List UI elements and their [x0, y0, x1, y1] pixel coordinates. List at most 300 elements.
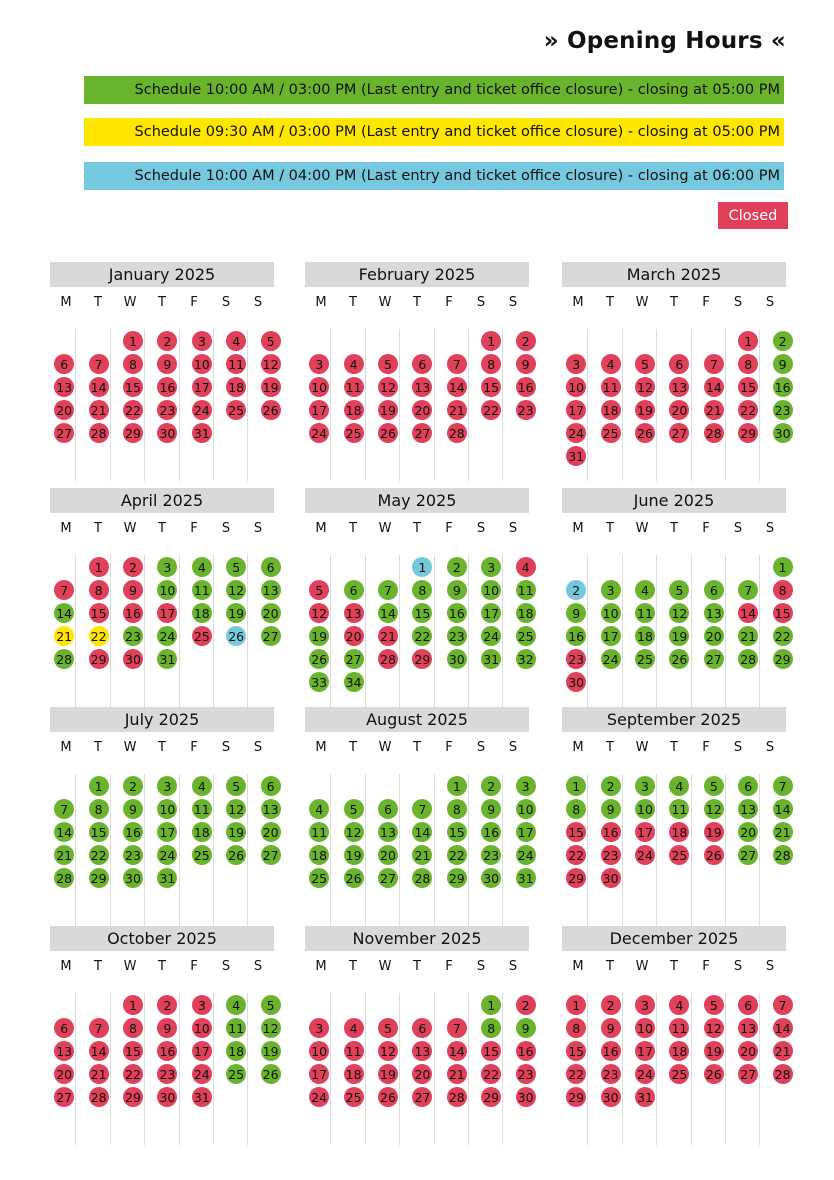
day-marker: 7: [378, 580, 398, 600]
day-marker: 16: [123, 822, 143, 842]
day-marker: 7: [54, 799, 74, 819]
day-marker: 22: [123, 1064, 143, 1084]
day-marker: 19: [378, 1064, 398, 1084]
column-divider: [656, 774, 657, 926]
day-marker: 23: [566, 649, 586, 669]
day-marker: 25: [309, 868, 329, 888]
weekday-label: S: [221, 740, 231, 755]
day-marker: 3: [635, 995, 655, 1015]
day-marker: 13: [669, 377, 689, 397]
day-marker: 20: [344, 626, 364, 646]
weekday-label: F: [702, 521, 710, 536]
day-marker: 19: [344, 845, 364, 865]
day-marker: 5: [261, 331, 281, 351]
day-marker: 14: [54, 603, 74, 623]
day-marker: 26: [261, 1064, 281, 1084]
day-marker: 6: [54, 1018, 74, 1038]
month-calendar: [50, 488, 279, 707]
weekday-label: W: [378, 959, 392, 974]
weekday-label: M: [572, 521, 584, 536]
day-marker: 8: [738, 354, 758, 374]
weekday-label: W: [123, 959, 137, 974]
weekday-label: T: [670, 521, 678, 536]
day-marker: 18: [669, 822, 689, 842]
column-divider: [656, 555, 657, 707]
day-marker: 12: [309, 603, 329, 623]
day-marker: 6: [704, 580, 724, 600]
day-marker: 24: [566, 423, 586, 443]
weekday-label: S: [733, 521, 743, 536]
column-divider: [622, 774, 623, 926]
day-marker: 12: [704, 799, 724, 819]
day-marker: 11: [635, 603, 655, 623]
day-marker: 24: [601, 649, 621, 669]
column-divider: [213, 774, 214, 926]
weekday-label: S: [765, 295, 775, 310]
day-marker: 12: [344, 822, 364, 842]
day-marker: 19: [635, 400, 655, 420]
weekday-label: S: [221, 295, 231, 310]
weekday-label: T: [606, 740, 614, 755]
day-marker: 11: [226, 1018, 246, 1038]
column-divider: [247, 329, 248, 481]
day-marker: 25: [226, 1064, 246, 1084]
day-marker: 21: [773, 1041, 793, 1061]
day-marker: 9: [481, 799, 501, 819]
day-marker: 34: [344, 672, 364, 692]
day-marker: 23: [773, 400, 793, 420]
day-marker: 17: [192, 377, 212, 397]
day-marker: 12: [635, 377, 655, 397]
day-marker: 29: [89, 649, 109, 669]
column-divider: [144, 329, 145, 481]
day-marker: 8: [89, 799, 109, 819]
day-marker: 29: [481, 1087, 501, 1107]
day-marker: 26: [378, 423, 398, 443]
day-marker: 27: [412, 423, 432, 443]
day-marker: 15: [481, 1041, 501, 1061]
day-marker: 21: [738, 626, 758, 646]
weekday-label: S: [733, 959, 743, 974]
day-marker: 25: [635, 649, 655, 669]
day-marker: 18: [601, 400, 621, 420]
column-divider: [502, 329, 503, 481]
day-marker: 11: [669, 799, 689, 819]
column-divider: [399, 993, 400, 1145]
day-marker: 18: [344, 400, 364, 420]
day-marker: 12: [378, 377, 398, 397]
day-marker: 12: [226, 799, 246, 819]
day-grid: [50, 776, 279, 926]
day-marker: 8: [412, 580, 432, 600]
day-grid: [562, 995, 791, 1145]
day-marker: 26: [635, 423, 655, 443]
column-divider: [759, 329, 760, 481]
day-marker: 28: [773, 845, 793, 865]
day-marker: 6: [738, 776, 758, 796]
day-marker: 13: [261, 580, 281, 600]
column-divider: [691, 329, 692, 481]
day-marker: 28: [447, 423, 467, 443]
day-marker: 2: [773, 331, 793, 351]
day-marker: 30: [123, 649, 143, 669]
weekday-header: [305, 959, 529, 975]
month-title: July 2025: [50, 707, 274, 732]
column-divider: [622, 993, 623, 1145]
day-marker: 1: [566, 995, 586, 1015]
weekday-label: W: [378, 295, 392, 310]
day-marker: 27: [738, 845, 758, 865]
day-marker: 16: [773, 377, 793, 397]
day-marker: 5: [635, 354, 655, 374]
weekday-label: S: [476, 959, 486, 974]
day-marker: 15: [773, 603, 793, 623]
day-marker: 17: [192, 1041, 212, 1061]
day-marker: 17: [635, 822, 655, 842]
day-marker: 7: [738, 580, 758, 600]
day-marker: 30: [773, 423, 793, 443]
day-marker: 6: [261, 776, 281, 796]
day-marker: 3: [601, 580, 621, 600]
day-grid: [562, 776, 791, 926]
day-marker: 14: [378, 603, 398, 623]
day-marker: 5: [261, 995, 281, 1015]
day-marker: 4: [226, 995, 246, 1015]
day-marker: 19: [226, 603, 246, 623]
column-divider: [365, 774, 366, 926]
day-marker: 7: [89, 354, 109, 374]
day-marker: 29: [773, 649, 793, 669]
day-marker: 1: [481, 331, 501, 351]
day-marker: 13: [412, 377, 432, 397]
day-marker: 28: [447, 1087, 467, 1107]
day-marker: 4: [192, 557, 212, 577]
month-title: April 2025: [50, 488, 274, 513]
day-marker: 3: [157, 557, 177, 577]
weekday-label: M: [315, 740, 327, 755]
day-marker: 25: [669, 845, 689, 865]
weekday-label: S: [476, 521, 486, 536]
month-calendar: [50, 262, 279, 481]
day-marker: 17: [635, 1041, 655, 1061]
day-marker: 22: [481, 1064, 501, 1084]
column-divider: [399, 774, 400, 926]
day-marker: 20: [54, 1064, 74, 1084]
day-marker: 17: [309, 1064, 329, 1084]
day-marker: 6: [344, 580, 364, 600]
day-marker: 28: [89, 423, 109, 443]
column-divider: [110, 329, 111, 481]
column-divider: [179, 329, 180, 481]
weekday-label: F: [445, 521, 453, 536]
day-marker: 1: [738, 331, 758, 351]
column-divider: [213, 993, 214, 1145]
weekday-label: M: [315, 295, 327, 310]
day-marker: 15: [89, 822, 109, 842]
column-divider: [434, 555, 435, 707]
weekday-label: M: [572, 740, 584, 755]
day-marker: 23: [481, 845, 501, 865]
day-marker: 10: [516, 799, 536, 819]
month-title: February 2025: [305, 262, 529, 287]
weekday-label: T: [670, 959, 678, 974]
day-marker: 8: [566, 1018, 586, 1038]
day-marker: 5: [378, 354, 398, 374]
day-marker: 13: [54, 1041, 74, 1061]
weekday-header: [305, 740, 529, 756]
legend-schedule-3: Schedule 10:00 AM / 04:00 PM (Last entry and ticket office closure) - closing at 06:00 PM: [84, 162, 784, 190]
weekday-label: S: [253, 295, 263, 310]
day-marker: 2: [447, 557, 467, 577]
day-marker: 14: [704, 377, 724, 397]
day-marker: 6: [378, 799, 398, 819]
day-marker: 22: [123, 400, 143, 420]
weekday-label: F: [702, 740, 710, 755]
weekday-label: T: [413, 521, 421, 536]
day-marker: 5: [669, 580, 689, 600]
weekday-label: F: [190, 295, 198, 310]
day-marker: 6: [738, 995, 758, 1015]
day-marker: 21: [412, 845, 432, 865]
day-marker: 11: [226, 354, 246, 374]
weekday-label: S: [765, 740, 775, 755]
weekday-label: T: [94, 740, 102, 755]
day-marker: 9: [601, 799, 621, 819]
day-marker: 26: [704, 1064, 724, 1084]
day-marker: 21: [89, 1064, 109, 1084]
day-marker: 15: [412, 603, 432, 623]
weekday-label: T: [670, 740, 678, 755]
day-marker: 4: [601, 354, 621, 374]
day-marker: 9: [123, 799, 143, 819]
day-marker: 2: [481, 776, 501, 796]
weekday-label: W: [378, 740, 392, 755]
day-marker: 11: [192, 799, 212, 819]
column-divider: [247, 774, 248, 926]
day-grid: [50, 331, 279, 481]
day-marker: 20: [738, 1041, 758, 1061]
day-marker: 19: [378, 400, 398, 420]
day-marker: 31: [157, 868, 177, 888]
day-marker: 9: [566, 603, 586, 623]
day-marker: 8: [123, 354, 143, 374]
day-marker: 9: [157, 1018, 177, 1038]
day-marker: 7: [704, 354, 724, 374]
column-divider: [725, 555, 726, 707]
column-divider: [110, 774, 111, 926]
column-divider: [399, 555, 400, 707]
column-divider: [330, 329, 331, 481]
day-marker: 16: [516, 377, 536, 397]
day-marker: 23: [123, 626, 143, 646]
day-marker: 28: [378, 649, 398, 669]
day-marker: 23: [157, 400, 177, 420]
column-divider: [144, 993, 145, 1145]
day-marker: 4: [344, 1018, 364, 1038]
weekday-label: T: [94, 521, 102, 536]
weekday-label: T: [94, 295, 102, 310]
column-divider: [434, 329, 435, 481]
day-marker: 6: [412, 1018, 432, 1038]
day-marker: 12: [261, 1018, 281, 1038]
day-marker: 23: [123, 845, 143, 865]
month-title: August 2025: [305, 707, 529, 732]
day-marker: 4: [635, 580, 655, 600]
day-grid: [305, 995, 534, 1145]
day-marker: 12: [704, 1018, 724, 1038]
column-divider: [691, 555, 692, 707]
day-marker: 29: [89, 868, 109, 888]
day-marker: 8: [566, 799, 586, 819]
day-marker: 28: [54, 868, 74, 888]
day-marker: 14: [412, 822, 432, 842]
day-marker: 18: [226, 1041, 246, 1061]
day-marker: 10: [309, 377, 329, 397]
weekday-header: [562, 295, 786, 311]
column-divider: [468, 555, 469, 707]
day-marker: 15: [738, 377, 758, 397]
day-marker: 19: [704, 1041, 724, 1061]
day-marker: 25: [344, 1087, 364, 1107]
day-marker: 30: [157, 423, 177, 443]
day-marker: 9: [773, 354, 793, 374]
day-marker: 2: [566, 580, 586, 600]
day-marker: 27: [738, 1064, 758, 1084]
weekday-header: [305, 295, 529, 311]
day-marker: 4: [516, 557, 536, 577]
column-divider: [759, 555, 760, 707]
day-marker: 13: [738, 799, 758, 819]
weekday-label: T: [413, 959, 421, 974]
column-divider: [179, 555, 180, 707]
day-grid: [305, 557, 534, 707]
month-calendar: [50, 926, 279, 1145]
weekday-label: T: [94, 959, 102, 974]
day-marker: 20: [704, 626, 724, 646]
day-marker: 30: [447, 649, 467, 669]
day-marker: 7: [447, 1018, 467, 1038]
day-marker: 28: [412, 868, 432, 888]
day-marker: 27: [704, 649, 724, 669]
day-marker: 25: [192, 845, 212, 865]
weekday-label: M: [315, 959, 327, 974]
day-marker: 22: [89, 626, 109, 646]
column-divider: [75, 993, 76, 1145]
day-marker: 31: [157, 649, 177, 669]
day-marker: 2: [157, 995, 177, 1015]
day-marker: 30: [481, 868, 501, 888]
weekday-label: T: [413, 295, 421, 310]
day-marker: 18: [516, 603, 536, 623]
day-marker: 1: [412, 557, 432, 577]
day-marker: 25: [601, 423, 621, 443]
day-marker: 23: [516, 1064, 536, 1084]
day-marker: 21: [773, 822, 793, 842]
day-marker: 24: [309, 423, 329, 443]
day-marker: 20: [412, 1064, 432, 1084]
column-divider: [75, 774, 76, 926]
column-divider: [468, 774, 469, 926]
weekday-label: T: [413, 740, 421, 755]
day-marker: 7: [54, 580, 74, 600]
month-calendar: [305, 262, 534, 481]
day-marker: 30: [566, 672, 586, 692]
month-title: October 2025: [50, 926, 274, 951]
day-marker: 10: [601, 603, 621, 623]
column-divider: [213, 329, 214, 481]
day-marker: 24: [157, 626, 177, 646]
day-marker: 21: [704, 400, 724, 420]
day-marker: 11: [516, 580, 536, 600]
legend-schedule-1: Schedule 10:00 AM / 03:00 PM (Last entry and ticket office closure) - closing at 05:00 PM: [84, 76, 784, 104]
day-marker: 26: [344, 868, 364, 888]
weekday-label: W: [123, 521, 137, 536]
day-marker: 18: [344, 1064, 364, 1084]
day-marker: 6: [669, 354, 689, 374]
weekday-label: F: [702, 295, 710, 310]
day-marker: 26: [378, 1087, 398, 1107]
weekday-label: T: [606, 521, 614, 536]
day-grid: [50, 557, 279, 707]
day-marker: 28: [704, 423, 724, 443]
day-marker: 21: [447, 1064, 467, 1084]
day-marker: 19: [669, 626, 689, 646]
day-marker: 7: [447, 354, 467, 374]
column-divider: [759, 774, 760, 926]
day-marker: 18: [192, 603, 212, 623]
day-marker: 6: [412, 354, 432, 374]
day-marker: 8: [773, 580, 793, 600]
weekday-label: T: [606, 295, 614, 310]
day-marker: 20: [412, 400, 432, 420]
column-divider: [75, 555, 76, 707]
day-marker: 19: [704, 822, 724, 842]
weekday-label: T: [349, 959, 357, 974]
day-marker: 10: [192, 354, 212, 374]
month-calendar: [305, 488, 534, 707]
day-marker: 4: [669, 776, 689, 796]
day-marker: 30: [601, 1087, 621, 1107]
day-marker: 26: [669, 649, 689, 669]
day-marker: 11: [344, 377, 364, 397]
day-marker: 27: [412, 1087, 432, 1107]
day-marker: 23: [447, 626, 467, 646]
weekday-label: F: [445, 959, 453, 974]
weekday-header: [50, 740, 274, 756]
weekday-label: W: [635, 521, 649, 536]
day-marker: 18: [226, 377, 246, 397]
day-marker: 14: [447, 377, 467, 397]
day-marker: 29: [738, 423, 758, 443]
day-marker: 1: [89, 557, 109, 577]
day-marker: 15: [566, 822, 586, 842]
column-divider: [587, 329, 588, 481]
weekday-label: S: [508, 740, 518, 755]
weekday-label: M: [60, 521, 72, 536]
day-marker: 17: [601, 626, 621, 646]
day-marker: 8: [481, 1018, 501, 1038]
day-marker: 23: [157, 1064, 177, 1084]
day-marker: 5: [378, 1018, 398, 1038]
day-marker: 23: [601, 845, 621, 865]
day-marker: 7: [412, 799, 432, 819]
day-marker: 4: [309, 799, 329, 819]
day-marker: 13: [704, 603, 724, 623]
column-divider: [247, 555, 248, 707]
day-marker: 2: [516, 995, 536, 1015]
weekday-label: S: [765, 521, 775, 536]
weekday-label: S: [476, 295, 486, 310]
